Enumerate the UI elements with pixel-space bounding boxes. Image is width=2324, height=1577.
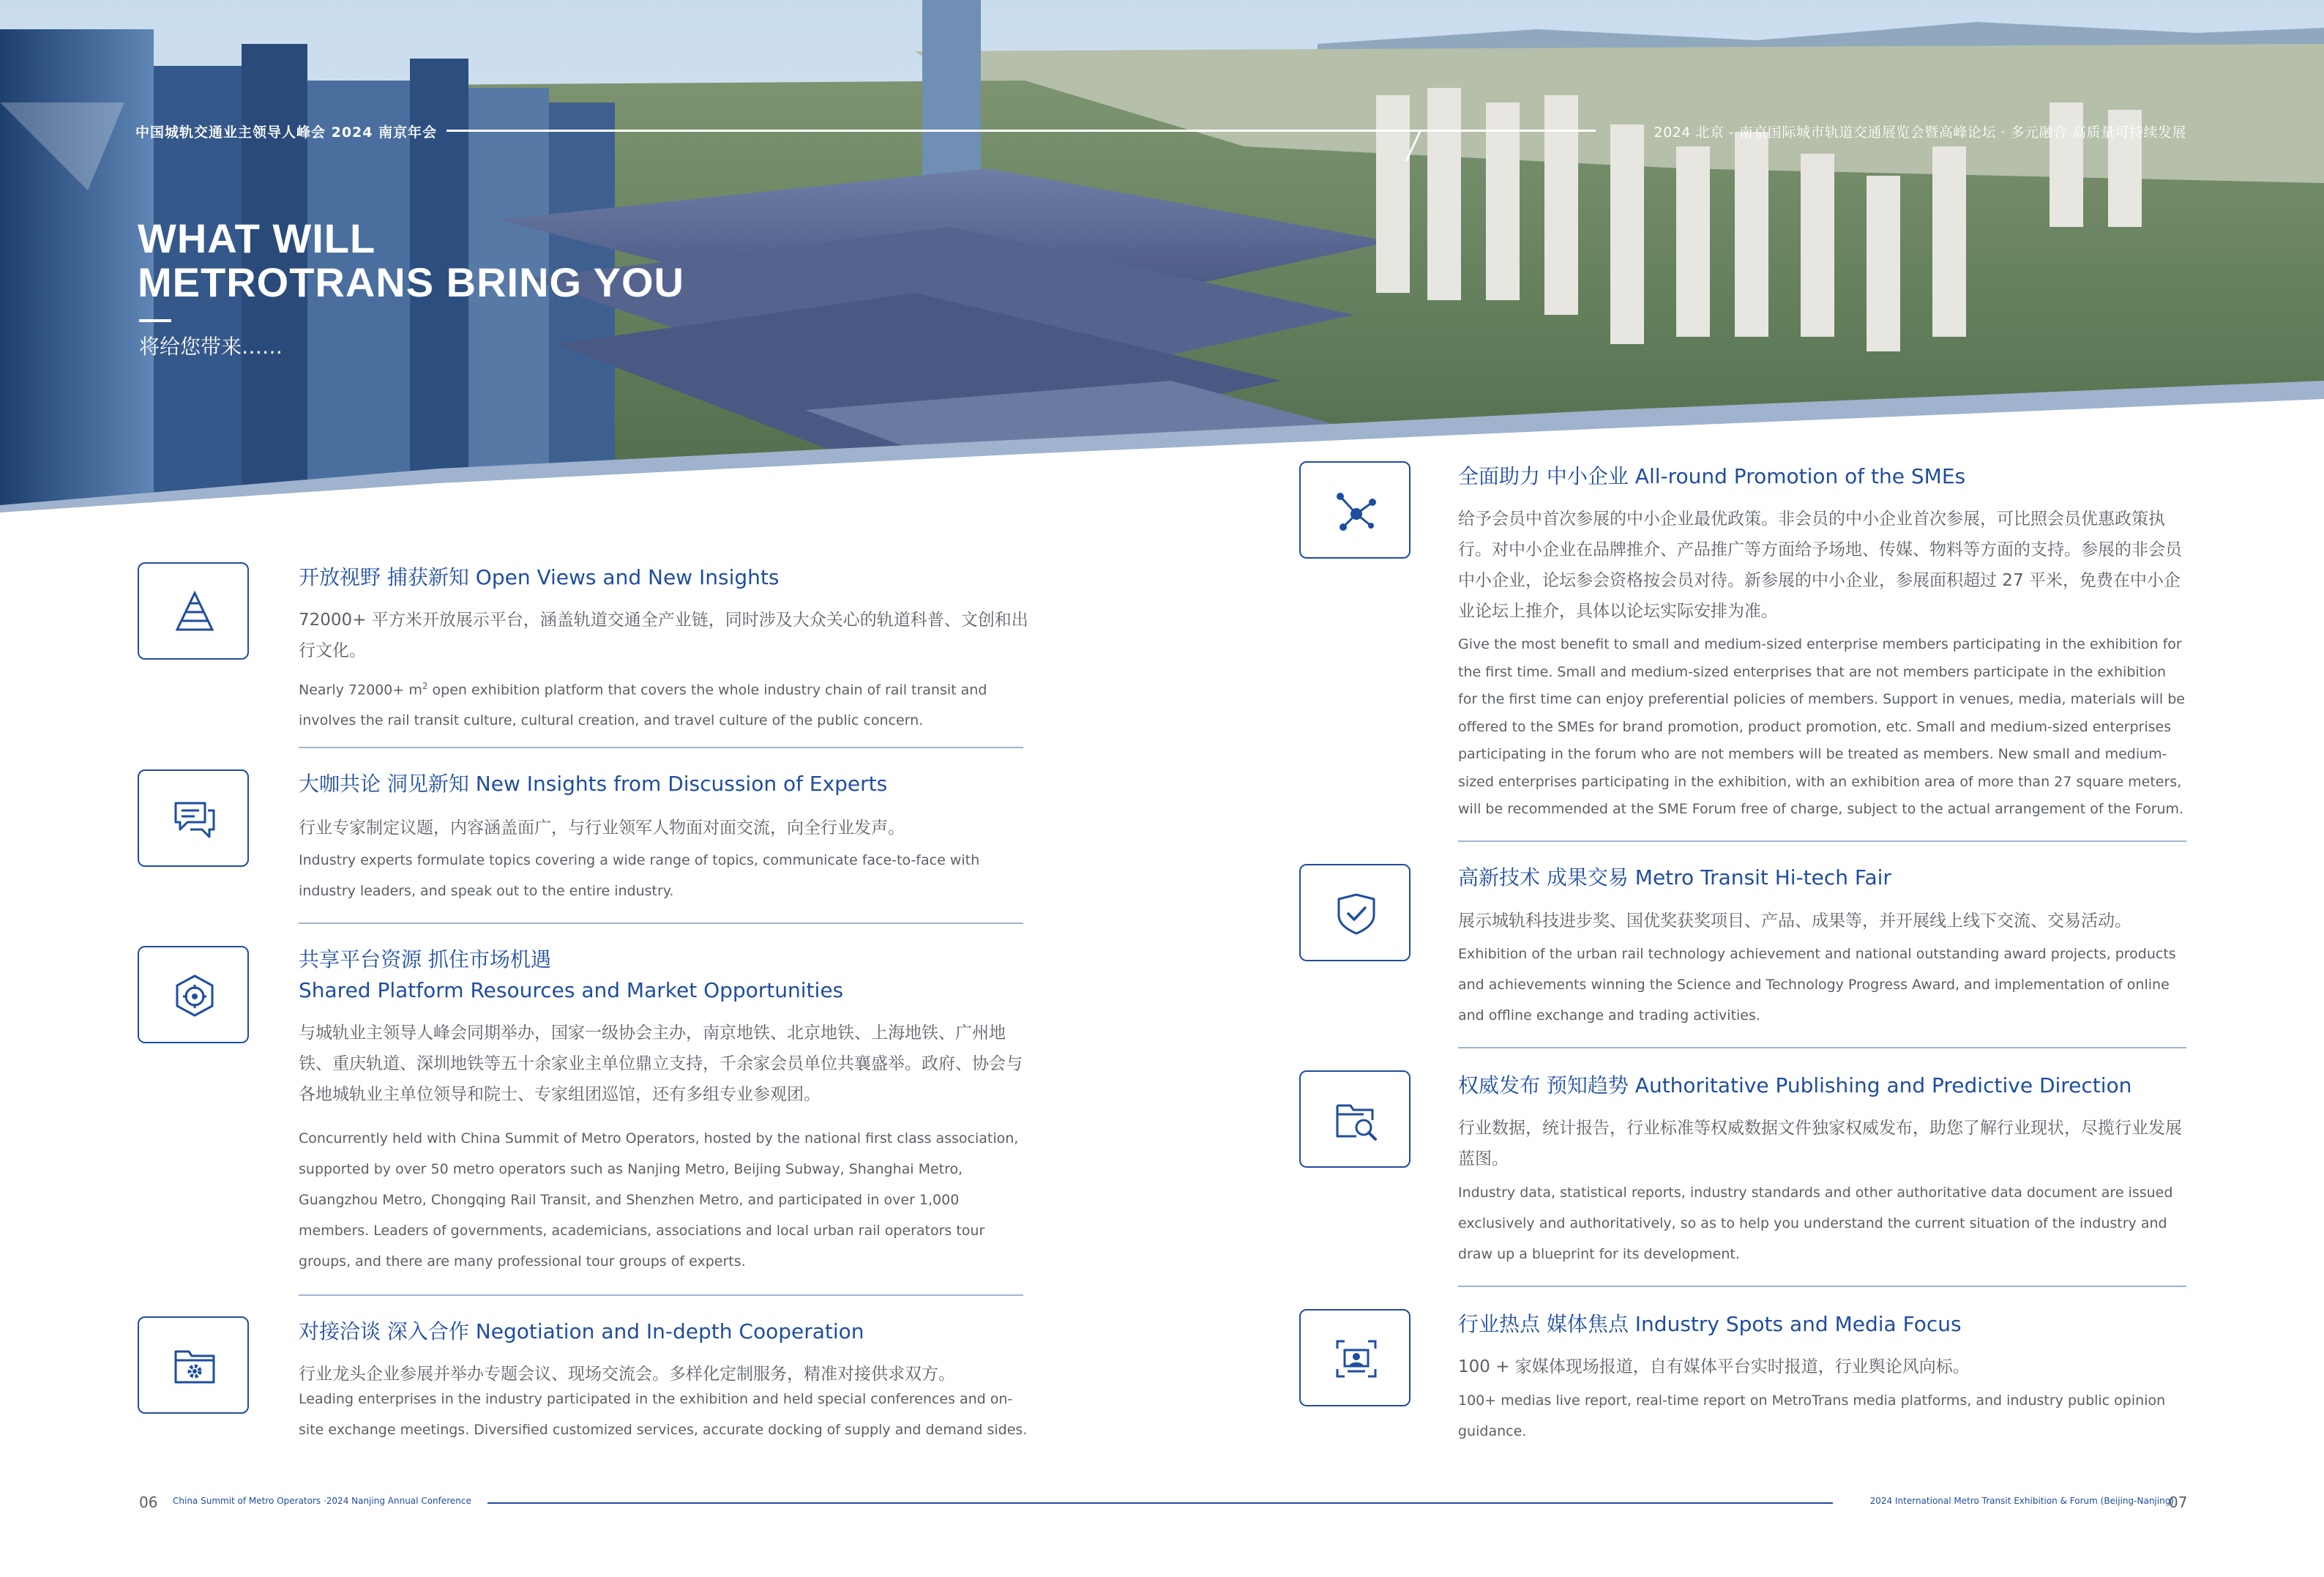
hero-title-line2: METROTRANS BRING YOU xyxy=(138,259,684,305)
hero-divider-line xyxy=(447,130,1596,132)
divider-rule xyxy=(1458,840,2186,842)
hero-banner xyxy=(0,0,2324,527)
shield-check-icon xyxy=(1334,892,1378,936)
open-views-en: Nearly $72000+ m^2$ open exhibition platform that covers the whole industry chain of rail transit and involves the rail transit culture, cultural creation, and travel culture of the public concern. xyxy=(299,681,987,729)
right-page-number: 07 xyxy=(2169,1494,2188,1511)
hero-title xyxy=(138,217,684,305)
folder-gear-icon xyxy=(173,1344,217,1388)
open-views-title: 开放视野 捕获新知 Open Views and New Insights xyxy=(299,565,780,589)
negotiation-cn: 行业龙头企业参展并举办专题会议、现场交流会。多样化定制服务，精准对接供求双方。 xyxy=(299,1365,955,1384)
publishing-icon-box xyxy=(1299,1070,1411,1168)
shared-platform-title-en: Shared Platform Resources and Market Opportunities xyxy=(299,978,844,1002)
shared-platform-en: Concurrently held with China Summit of Metro Operators, hosted by the national first class association, supported by over 50 metro operators such as Nanjing Metro, Beijing Subway, Shanghai Metro, Guangzhou Metro, Chongqing Rail Transit, and Shenzhen Metro, and participated in over 1,000 members. Leaders of governments, academicians, associations and local urban rail operators tour groups, and there are many professional tour groups of experts. xyxy=(299,1130,1019,1270)
divider-rule xyxy=(299,1294,1023,1296)
hitech-cn: 展示城轨科技进步奖、国优奖获奖项目、产品、成果等，并开展线上线下交流、交易活动。 xyxy=(1458,911,2131,931)
hero-title-dash xyxy=(139,319,171,322)
shared-platform-icon xyxy=(173,974,217,1018)
shared-platform-cn: 与城轨业主领导人峰会同期举办，国家一级协会主办，南京地铁、北京地铁、上海地铁、广州地铁、重庆轨道、深圳地铁等五十余家业主单位鼎立支持，千余家会员单位共襄盛举。政府、协会与各地城轨业主单位领导和院士、专家组团巡馆，还有多组专业参观团。 xyxy=(299,1024,1023,1104)
hitech-icon-box xyxy=(1299,864,1411,961)
hero-title-line1: WHAT WILL xyxy=(138,215,376,261)
shared-platform-title-cn: 共享平台资源 抓住市场机遇 xyxy=(299,947,551,972)
shared-platform-icon-box xyxy=(138,946,249,1043)
hero-left-caption: 中国城轨交通业主领导人峰会 2024 南京年会 xyxy=(135,124,438,141)
footer-line xyxy=(487,1502,1833,1504)
experts-en: Industry experts formulate topics covering a wide range of topics, communicate face-to-face with industry leaders, and speak out to the entire industry. xyxy=(299,852,980,899)
smes-title: 全面助力 中小企业 All-round Promotion of the SMEs xyxy=(1458,464,1966,488)
smes-icon-box xyxy=(1299,461,1411,559)
hero-right-caption: 2024 北京 - 南京国际城市轨道交通展览会暨高峰论坛 · 多元融合 高质量可持续发展 xyxy=(1654,124,2186,141)
divider-rule xyxy=(299,747,1023,748)
chat-bubbles-icon xyxy=(173,797,217,841)
negotiation-en: Leading enterprises in the industry participated in the exhibition and held special conferences and on-site exchange meetings. Diversified customized services, accurate docking of supply and demand sides. xyxy=(299,1391,1028,1438)
media-screen-icon xyxy=(1334,1337,1378,1381)
experts-title: 大咖共论 洞见新知 New Insights from Discussion of Experts xyxy=(299,772,888,796)
divider-rule xyxy=(299,922,1023,924)
experts-icon-box xyxy=(138,769,249,867)
hero-subtitle: 将给您带来…… xyxy=(139,335,283,359)
media-title: 行业热点 媒体焦点 Industry Spots and Media Focus xyxy=(1458,1312,1962,1336)
divider-rule xyxy=(1458,1047,2186,1048)
media-icon-box xyxy=(1299,1309,1411,1406)
open-views-cn: 72000+ 平方米开放展示平台，涵盖轨道交通全产业链，同时涉及大众关心的轨道科普、文创和出行文化。 xyxy=(299,611,1028,660)
negotiation-icon-box xyxy=(138,1316,249,1414)
media-en: 100+ medias live report, real-time report on MetroTrans media platforms, and industry public opinion guidance. xyxy=(1458,1393,2166,1439)
open-views-icon-box xyxy=(138,562,249,660)
right-footer-text: 2024 International Metro Transit Exhibition & Forum (Beijing-Nanjing) xyxy=(1869,1496,2174,1506)
experts-cn: 行业专家制定议题，内容涵盖面广，与行业领军人物面对面交流，向全行业发声。 xyxy=(299,819,905,838)
hitech-title: 高新技术 成果交易 Metro Transit Hi-tech Fair xyxy=(1458,865,1891,890)
smes-en: Give the most benefit to small and medium-sized enterprise members participating in the exhibition for the first time. Small and medium-sized enterprises that are not members participate in the exhibition for the first time can enjoy preferential policies of members. Support in venues, media, materials will be offered to the SMEs for brand promotion, product promotion, etc. Small and medium-sized enterprises participating in the forum who are not members will be treated as members. New small and medium-sized enterprises participating in the exhibition, with an exhibition area of more than 27 square meters, will be recommended at the SME Forum free of charge, subject to the actual arrangement of the Forum. xyxy=(1458,636,2186,817)
hitech-en: Exhibition of the urban rail technology achievement and national outstanding award projects, products and achievements winning the Science and Technology Progress Award, and implementation of online and offline exchange and trading activities. xyxy=(1458,946,2176,1024)
publishing-en: Industry data, statistical reports, industry standards and other authoritative data document are issued exclusively and authoritatively, so as to help you understand the current situation of the industry and draw up a blueprint for its development. xyxy=(1458,1185,2173,1262)
smes-cn: 给予会员中首次参展的中小企业最优政策。非会员的中小企业首次参展，可比照会员优惠政策执行。对中小企业在品牌推介、产品推广等方面给予场地、传媒、物料等方面的支持。参展的非会员中小企业，论坛参会资格按会员对待。新参展的中小企业，参展面积超过 27 平米，免费在中小企业论坛上推介，具体以论坛实际安排为准。 xyxy=(1458,510,2182,621)
divider-rule xyxy=(1458,1286,2186,1287)
folder-search-icon xyxy=(1334,1098,1378,1142)
publishing-title: 权威发布 预知趋势 Authoritative Publishing and Predictive Direction xyxy=(1458,1073,2132,1097)
media-cn: 100 + 家媒体现场报道，自有媒体平台实时报道，行业舆论风向标。 xyxy=(1458,1357,1970,1376)
network-nodes-icon xyxy=(1334,489,1378,533)
pyramid-icon xyxy=(173,590,217,634)
left-page-number: 06 xyxy=(139,1494,158,1511)
left-footer-text: China Summit of Metro Operators ·2024 Nanjing Annual Conference xyxy=(173,1496,471,1506)
negotiation-title: 对接洽谈 深入合作 Negotiation and In-depth Cooperation xyxy=(299,1319,864,1343)
publishing-cn: 行业数据，统计报告，行业标准等权威数据文件独家权威发布，助您了解行业现状，尽揽行业发展蓝图。 xyxy=(1458,1119,2182,1168)
